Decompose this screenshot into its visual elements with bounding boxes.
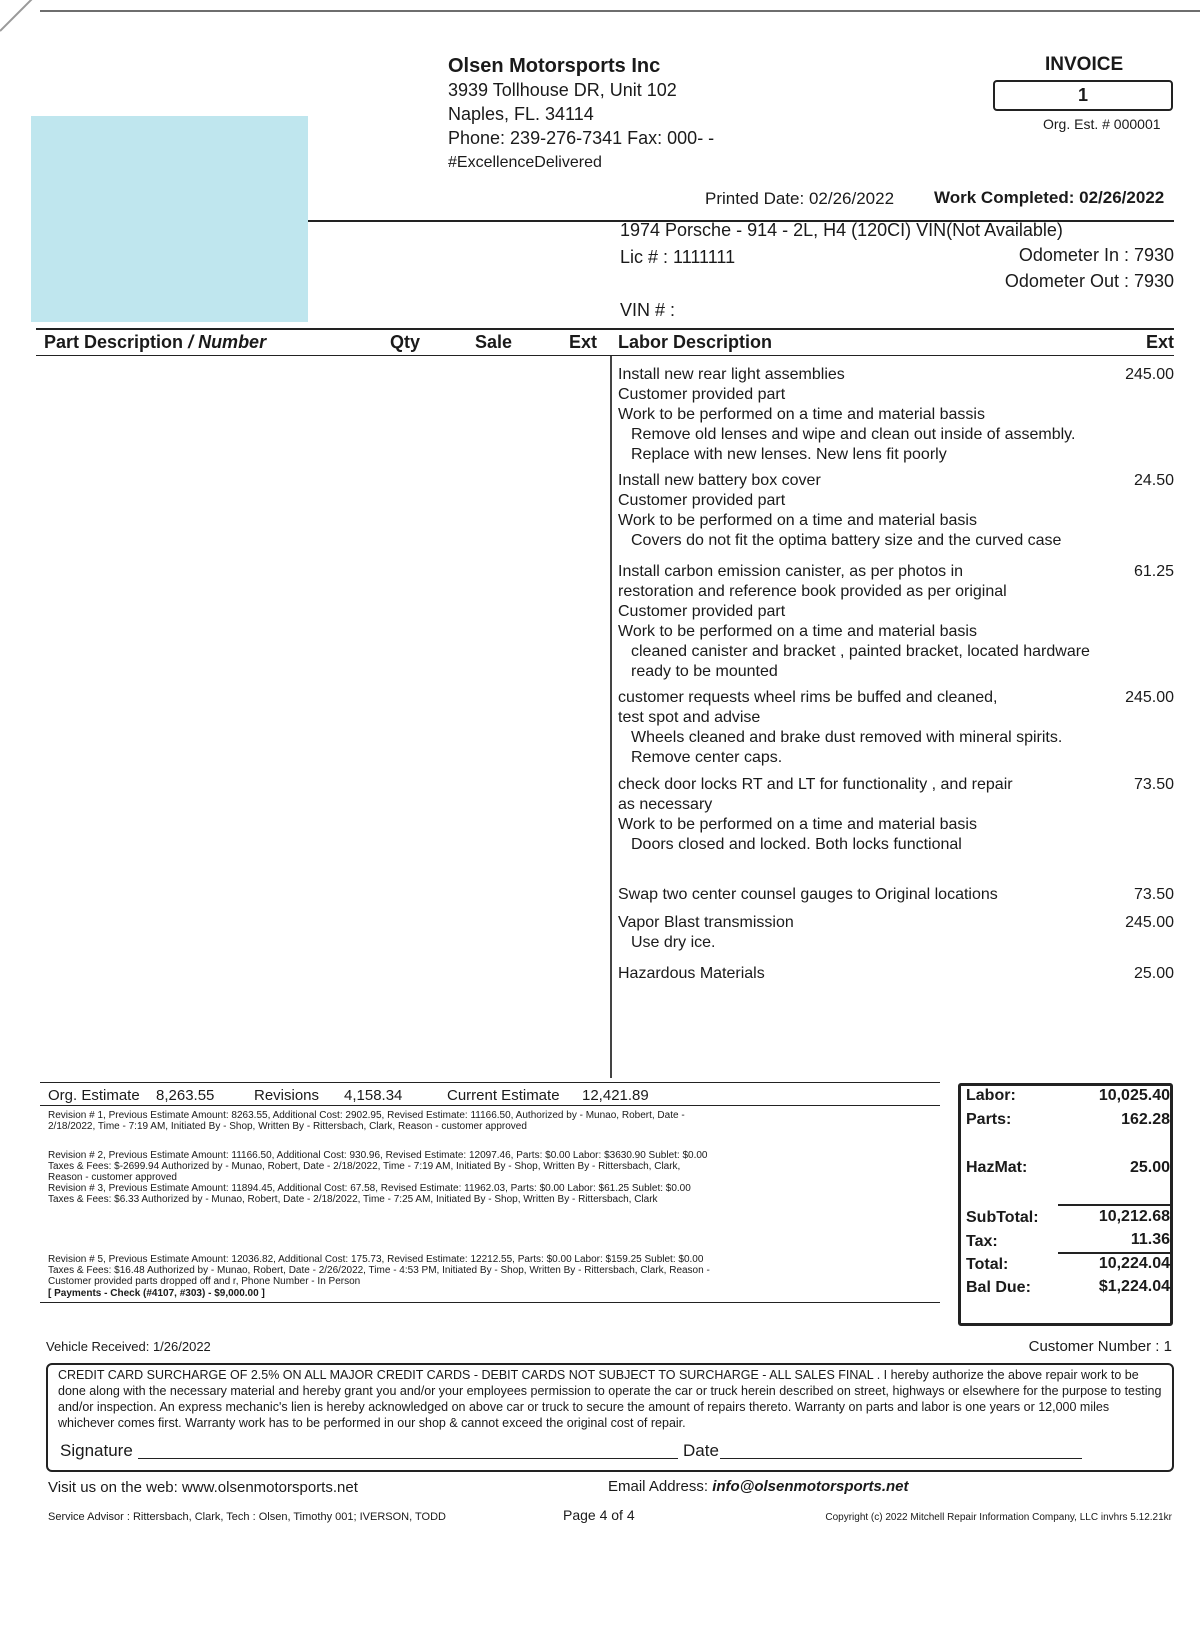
signature-label: Signature bbox=[60, 1441, 133, 1460]
shop-address-2: Naples, FL. 34114 bbox=[448, 104, 594, 124]
labor-total-label: Labor: bbox=[966, 1087, 1016, 1104]
printed-date: Printed Date: 02/26/2022 bbox=[705, 189, 895, 208]
summary-bottom-rule bbox=[40, 1105, 940, 1106]
parts-labor-divider bbox=[610, 356, 612, 1078]
labor-line: restoration and reference book provided as per original bbox=[618, 583, 1007, 600]
bal-due-value: $1,224.04 bbox=[1098, 1278, 1170, 1295]
labor-line: test spot and advise bbox=[618, 709, 761, 726]
total-label: Total: bbox=[966, 1256, 1009, 1273]
labor-line: Hazardous Materials bbox=[618, 965, 765, 982]
shop-address-1: 3939 Tollhouse DR, Unit 102 bbox=[448, 80, 677, 100]
labor-line: check door locks RT and LT for functionality , and repair bbox=[618, 776, 1013, 793]
col-labor-description: Labor Description bbox=[618, 332, 773, 352]
invoice-number: 1 bbox=[993, 80, 1173, 111]
odometer-out: Odometer Out : 7930 bbox=[1004, 271, 1174, 291]
tax-value: 11.36 bbox=[1130, 1231, 1170, 1248]
parts-total-value: 162.28 bbox=[1121, 1111, 1170, 1128]
vehicle-description: 1974 Porsche - 914 - 2L, H4 (120CI) VIN(Not Available) bbox=[620, 220, 1063, 240]
revisions-value: 4,158.34 bbox=[344, 1087, 403, 1104]
labor-row bbox=[618, 688, 1174, 768]
shop-tagline: #ExcellenceDelivered bbox=[448, 154, 602, 171]
labor-line: as necessary bbox=[618, 796, 713, 813]
revision-2: Revision # 2, Previous Estimate Amount: 11166.50, Additional Cost: 930.96, Revised Estimate: 12097.46, Parts: $0.00 Labor: $3630.90 Sublet: $0.00 Taxes & Fees: $-2699.94 Authorized by - Munao, Robert, Date - 2/18/2022, Time - 7:19 AM, Initiated By - Shop, Written By - Rittersbach, Clark, Reason - customer approved bbox=[48, 1150, 708, 1183]
total-value: 10,224.04 bbox=[1098, 1255, 1170, 1272]
signature-line[interactable] bbox=[138, 1458, 678, 1459]
labor-line: Customer provided part bbox=[618, 492, 786, 509]
table-header-rule bbox=[36, 355, 1174, 356]
tax-label: Tax: bbox=[966, 1233, 998, 1250]
labor-amount: 61.25 bbox=[1133, 563, 1174, 580]
labor-row bbox=[618, 471, 1174, 551]
table-top-rule bbox=[36, 328, 1174, 330]
labor-line: Install new battery box cover bbox=[618, 472, 821, 489]
col-labor-ext: Ext bbox=[1145, 332, 1174, 352]
bal-due-label: Bal Due: bbox=[966, 1279, 1031, 1296]
labor-note: Remove old lenses and wipe and clean out inside of assembly. bbox=[631, 426, 1076, 443]
payments-line: [ Payments - Check (#4107, #303) - $9,000.00 ] bbox=[48, 1288, 265, 1299]
labor-note: Covers do not fit the optima battery size and the curved case bbox=[631, 532, 1062, 549]
shop-name: Olsen Motorsports Inc bbox=[448, 55, 661, 77]
labor-line: Swap two center counsel gauges to Original locations bbox=[618, 886, 998, 903]
labor-amount: 73.50 bbox=[1133, 776, 1174, 793]
col-qty: Qty bbox=[390, 332, 421, 352]
vehicle-vin: VIN # : bbox=[620, 300, 676, 320]
labor-note: Doors closed and locked. Both locks functional bbox=[631, 836, 962, 853]
footer-copyright: Copyright (c) 2022 Mitchell Repair Information Company, LLC invhrs 5.12.21kr bbox=[825, 1512, 1172, 1523]
total-rule bbox=[1058, 1252, 1170, 1254]
revisions-bottom-rule bbox=[40, 1302, 940, 1303]
revisions-label: Revisions bbox=[254, 1087, 320, 1104]
hazmat-total-label: HazMat: bbox=[966, 1159, 1028, 1176]
odometer-in: Odometer In : 7930 bbox=[1018, 245, 1174, 265]
subtotal-label: SubTotal: bbox=[966, 1209, 1039, 1226]
vehicle-received: Vehicle Received: 1/26/2022 bbox=[46, 1339, 211, 1354]
labor-amount: 245.00 bbox=[1125, 689, 1174, 706]
labor-line: Vapor Blast transmission bbox=[618, 914, 794, 931]
work-completed: Work Completed: 02/26/2022 bbox=[934, 188, 1165, 207]
revision-3: Revision # 3, Previous Estimate Amount: 11894.45, Additional Cost: 67.58, Revised Estimate: 11962.03, Parts: $0.00 Labor: $61.25 Sublet: $0.00 Taxes & Fees: $6.33 Authorized by - Munao, Robert, Date - 2/18/2022, Time - 7:25 AM, Initiated By - Shop, Written By - Rittersbach, Clark bbox=[48, 1183, 691, 1205]
current-estimate-label: Current Estimate bbox=[447, 1087, 560, 1104]
labor-line: customer requests wheel rims be buffed and cleaned, bbox=[618, 689, 998, 706]
org-estimate-value: 8,263.55 bbox=[156, 1087, 215, 1104]
labor-row bbox=[618, 365, 1174, 465]
date-line[interactable] bbox=[720, 1458, 1082, 1459]
col-sale: Sale bbox=[475, 332, 513, 352]
labor-row bbox=[618, 885, 1174, 905]
labor-line: Work to be performed on a time and material bassis bbox=[618, 406, 985, 423]
labor-row bbox=[618, 964, 1174, 984]
invoice-title: INVOICE bbox=[1045, 54, 1124, 75]
labor-row bbox=[618, 775, 1174, 855]
labor-amount: 245.00 bbox=[1125, 366, 1174, 383]
footer-email: Email Address: info@olsenmotorsports.net bbox=[608, 1478, 909, 1495]
labor-line: Customer provided part bbox=[618, 603, 786, 620]
summary-top-rule bbox=[40, 1082, 940, 1083]
shop-phone: Phone: 239-276-7341 Fax: 000- - bbox=[448, 128, 715, 148]
labor-note: cleaned canister and bracket , painted bracket, located hardware bbox=[631, 643, 1090, 660]
labor-amount: 245.00 bbox=[1125, 914, 1174, 931]
redaction-sticky-note bbox=[31, 116, 308, 322]
footer-service-advisor: Service Advisor : Rittersbach, Clark, Tech : Olsen, Timothy 001; IVERSON, TODD bbox=[48, 1511, 446, 1523]
labor-line: Install carbon emission canister, as per photos in bbox=[618, 563, 964, 580]
org-estimate-label: Org. Estimate bbox=[48, 1087, 140, 1104]
scan-edge bbox=[40, 10, 1200, 12]
labor-row bbox=[618, 562, 1174, 682]
labor-total-value: 10,025.40 bbox=[1098, 1087, 1170, 1104]
labor-line: Work to be performed on a time and material basis bbox=[618, 623, 977, 640]
scan-fold bbox=[0, 0, 86, 32]
current-estimate-value: 12,421.89 bbox=[582, 1087, 649, 1104]
date-label: Date bbox=[683, 1441, 719, 1460]
labor-note: ready to be mounted bbox=[631, 663, 778, 680]
col-part-description: Part Description / Number bbox=[44, 332, 267, 352]
labor-note: Remove center caps. bbox=[631, 749, 783, 766]
org-estimate-number: Org. Est. # 000001 bbox=[1043, 116, 1161, 132]
parts-total-label: Parts: bbox=[966, 1111, 1012, 1128]
labor-note: Wheels cleaned and brake dust removed with mineral spirits. bbox=[631, 729, 1063, 746]
subtotal-rule bbox=[1058, 1204, 1170, 1206]
labor-amount: 25.00 bbox=[1133, 965, 1174, 982]
hazmat-total-value: 25.00 bbox=[1129, 1159, 1170, 1176]
labor-amount: 24.50 bbox=[1133, 472, 1174, 489]
subtotal-value: 10,212.68 bbox=[1098, 1208, 1170, 1225]
labor-amount: 73.50 bbox=[1133, 886, 1174, 903]
labor-line: Work to be performed on a time and material basis bbox=[618, 816, 977, 833]
vehicle-lic: Lic # : 1111111 bbox=[620, 247, 736, 267]
col-ext: Ext bbox=[569, 332, 598, 352]
labor-line: Customer provided part bbox=[618, 386, 786, 403]
revision-5: Revision # 5, Previous Estimate Amount: 12036.82, Additional Cost: 175.73, Revised Estimate: 12212.55, Parts: $0.00 Labor: $159.25 Sublet: $0.00 Taxes & Fees: $16.48 Authorized by - Munao, Robert, Date - 2/26/2022, Time - 4:53 PM, Initiated By - Shop, Written By - Rittersbach, Clark, Reason - Customer provided parts dropped off and r, Phone Number - In Person bbox=[48, 1254, 710, 1287]
revision-1: Revision # 1, Previous Estimate Amount: 8263.55, Additional Cost: 2902.95, Revised Estimate: 11166.50, Authorized by - Munao, Robert, Date - 2/18/2022, Time - 7:19 AM, Initiated By - Shop, Written By - Rittersbach, Clark, Reason - customer approved bbox=[48, 1110, 685, 1132]
customer-number: Customer Number : 1 bbox=[1028, 1338, 1172, 1355]
footer-page: Page 4 of 4 bbox=[563, 1507, 635, 1523]
labor-row bbox=[618, 913, 1174, 953]
labor-note: Replace with new lenses. New lens fit poorly bbox=[631, 446, 947, 463]
footer-web: Visit us on the web: www.olsenmotorsports.net bbox=[48, 1479, 358, 1496]
terms-text: CREDIT CARD SURCHARGE OF 2.5% ON ALL MAJOR CREDIT CARDS - DEBIT CARDS NOT SUBJECT TO SURCHARGE - ALL SALES FINAL . I hereby authorize the above repair work to be done along with the necessary material and hereby grant you and/or your employees permission to operate the car or truck herein described on street, highways or elsewhere for the purpose to testing and/or inspection. An express mechanic's lien is hereby acknowledged on above car or truck to secure the amount of repairs thereto. Warranty on parts and labor is one years or 12,000 miles whichever comes first. Warranty work has to be performed in our shop & cannot exceed the original cost of repair. bbox=[58, 1368, 1162, 1430]
labor-line: Install new rear light assemblies bbox=[618, 366, 845, 383]
labor-note: Use dry ice. bbox=[631, 934, 716, 951]
labor-line: Work to be performed on a time and material basis bbox=[618, 512, 977, 529]
